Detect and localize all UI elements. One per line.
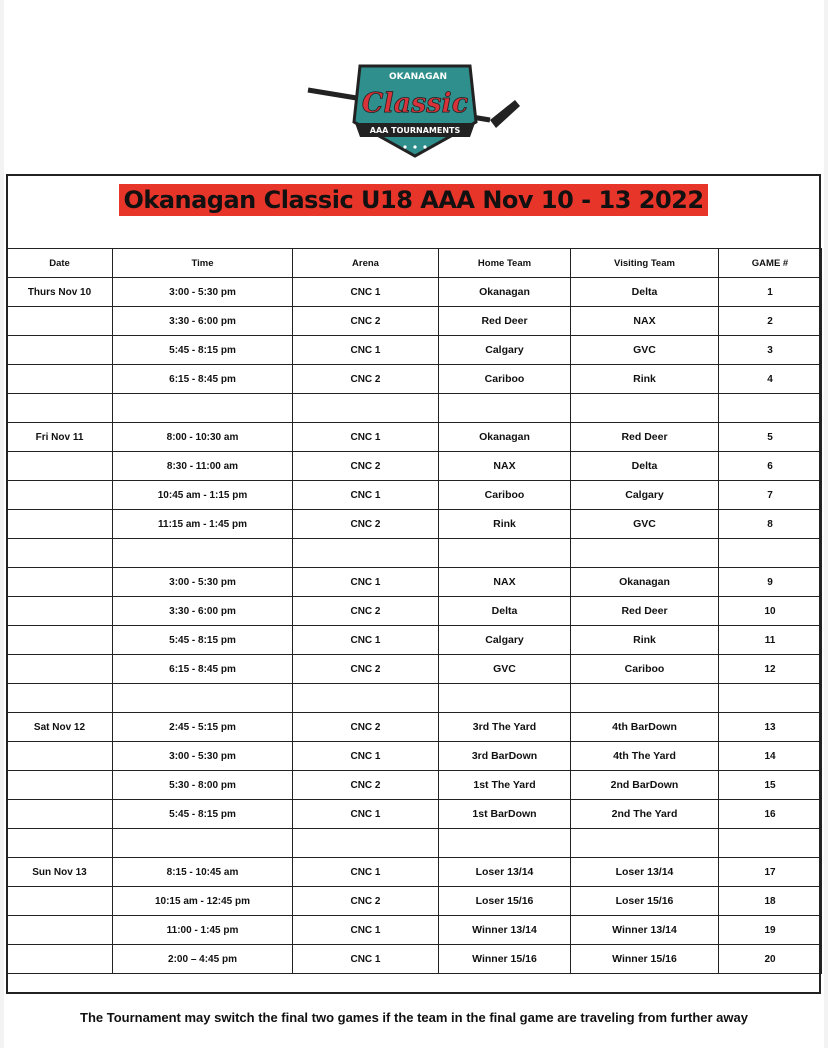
cell-arena: CNC 1 <box>293 626 439 655</box>
cell-date <box>7 945 113 974</box>
cell-game-number <box>719 394 822 423</box>
cell-home-team <box>439 394 571 423</box>
cell-visiting-team: Delta <box>571 278 719 307</box>
cell-game-number: 15 <box>719 771 822 800</box>
table-row <box>7 336 822 365</box>
cell-arena <box>293 684 439 713</box>
cell-game-number: 5 <box>719 423 822 452</box>
table-row <box>7 278 822 307</box>
cell-home-team <box>439 684 571 713</box>
cell-time: 5:45 - 8:15 pm <box>113 800 293 829</box>
cell-home-team: Loser 13/14 <box>439 858 571 887</box>
cell-game-number: 14 <box>719 742 822 771</box>
table-row <box>7 394 822 423</box>
cell-arena: CNC 2 <box>293 452 439 481</box>
cell-arena: CNC 2 <box>293 510 439 539</box>
cell-game-number: 12 <box>719 655 822 684</box>
cell-date <box>7 887 113 916</box>
logo-ribbon-text: AAA TOURNAMENTS <box>369 126 461 135</box>
cell-time: 8:30 - 11:00 am <box>113 452 293 481</box>
cell-time <box>113 829 293 858</box>
cell-game-number: 17 <box>719 858 822 887</box>
cell-time <box>113 684 293 713</box>
cell-arena: CNC 1 <box>293 423 439 452</box>
cell-time: 2:00 – 4:45 pm <box>113 945 293 974</box>
table-row <box>7 800 822 829</box>
cell-date <box>7 394 113 423</box>
cell-arena <box>293 539 439 568</box>
column-header-time: Time <box>113 249 293 278</box>
cell-time: 5:30 - 8:00 pm <box>113 771 293 800</box>
cell-home-team <box>439 539 571 568</box>
cell-game-number: 10 <box>719 597 822 626</box>
cell-visiting-team <box>571 684 719 713</box>
cell-home-team: Cariboo <box>439 481 571 510</box>
cell-arena: CNC 2 <box>293 307 439 336</box>
cell-home-team: Winner 15/16 <box>439 945 571 974</box>
cell-game-number: 9 <box>719 568 822 597</box>
header-row <box>7 249 822 278</box>
cell-date <box>7 568 113 597</box>
cell-game-number: 6 <box>719 452 822 481</box>
cell-date <box>7 771 113 800</box>
cell-visiting-team: NAX <box>571 307 719 336</box>
cell-home-team: Okanagan <box>439 423 571 452</box>
cell-visiting-team: Winner 13/14 <box>571 916 719 945</box>
cell-time: 5:45 - 8:15 pm <box>113 336 293 365</box>
cell-home-team: Calgary <box>439 626 571 655</box>
cell-date <box>7 510 113 539</box>
table-row <box>7 771 822 800</box>
cell-game-number: 7 <box>719 481 822 510</box>
cell-time: 3:00 - 5:30 pm <box>113 742 293 771</box>
cell-arena: CNC 1 <box>293 858 439 887</box>
cell-date <box>7 336 113 365</box>
cell-time: 3:00 - 5:30 pm <box>113 568 293 597</box>
cell-arena: CNC 2 <box>293 887 439 916</box>
cell-time: 3:30 - 6:00 pm <box>113 307 293 336</box>
cell-visiting-team: 4th BarDown <box>571 713 719 742</box>
cell-time: 10:15 am - 12:45 pm <box>113 887 293 916</box>
cell-time: 5:45 - 8:15 pm <box>113 626 293 655</box>
table-row <box>7 858 822 887</box>
table-row <box>7 655 822 684</box>
cell-visiting-team: Red Deer <box>571 423 719 452</box>
cell-visiting-team: GVC <box>571 336 719 365</box>
cell-game-number: 11 <box>719 626 822 655</box>
cell-visiting-team: GVC <box>571 510 719 539</box>
cell-date: Sun Nov 13 <box>7 858 113 887</box>
cell-date <box>7 626 113 655</box>
cell-time: 11:15 am - 1:45 pm <box>113 510 293 539</box>
cell-arena: CNC 2 <box>293 771 439 800</box>
cell-arena: CNC 1 <box>293 945 439 974</box>
cell-time: 3:00 - 5:30 pm <box>113 278 293 307</box>
schedule-frame <box>6 174 821 994</box>
cell-time: 3:30 - 6:00 pm <box>113 597 293 626</box>
cell-arena: CNC 2 <box>293 597 439 626</box>
cell-arena: CNC 1 <box>293 336 439 365</box>
column-header-home-team: Home Team <box>439 249 571 278</box>
cell-arena: CNC 1 <box>293 481 439 510</box>
cell-date <box>7 597 113 626</box>
cell-home-team: Loser 15/16 <box>439 887 571 916</box>
cell-visiting-team: Okanagan <box>571 568 719 597</box>
cell-visiting-team: Loser 15/16 <box>571 887 719 916</box>
cell-visiting-team: Calgary <box>571 481 719 510</box>
table-row <box>7 307 822 336</box>
table-row <box>7 568 822 597</box>
cell-arena: CNC 1 <box>293 278 439 307</box>
column-header-arena: Arena <box>293 249 439 278</box>
cell-date: Sat Nov 12 <box>7 713 113 742</box>
cell-date: Thurs Nov 10 <box>7 278 113 307</box>
cell-time: 6:15 - 8:45 pm <box>113 655 293 684</box>
cell-arena: CNC 1 <box>293 916 439 945</box>
cell-home-team: Red Deer <box>439 307 571 336</box>
cell-home-team: Okanagan <box>439 278 571 307</box>
cell-game-number: 4 <box>719 365 822 394</box>
cell-arena: CNC 2 <box>293 365 439 394</box>
cell-date <box>7 684 113 713</box>
cell-game-number: 18 <box>719 887 822 916</box>
table-row <box>7 829 822 858</box>
cell-arena: CNC 2 <box>293 713 439 742</box>
cell-visiting-team: 2nd BarDown <box>571 771 719 800</box>
cell-game-number <box>719 829 822 858</box>
column-header-date: Date <box>7 249 113 278</box>
cell-home-team: Calgary <box>439 336 571 365</box>
cell-home-team: 3rd The Yard <box>439 713 571 742</box>
cell-date <box>7 829 113 858</box>
cell-game-number: 13 <box>719 713 822 742</box>
cell-home-team: NAX <box>439 568 571 597</box>
cell-date <box>7 365 113 394</box>
cell-game-number: 2 <box>719 307 822 336</box>
cell-visiting-team: Delta <box>571 452 719 481</box>
logo-top-text: OKANAGAN <box>389 72 447 82</box>
cell-date <box>7 539 113 568</box>
cell-home-team: 1st BarDown <box>439 800 571 829</box>
cell-game-number: 1 <box>719 278 822 307</box>
cell-home-team: Rink <box>439 510 571 539</box>
cell-arena: CNC 1 <box>293 568 439 597</box>
cell-visiting-team <box>571 829 719 858</box>
table-row <box>7 365 822 394</box>
cell-date <box>7 452 113 481</box>
cell-time <box>113 394 293 423</box>
logo-main-text: Classic <box>361 88 469 119</box>
table-row <box>7 742 822 771</box>
footer-note: The Tournament may switch the final two games if the team in the final game are traveling from further away <box>80 1010 748 1025</box>
cell-home-team: Winner 13/14 <box>439 916 571 945</box>
cell-game-number: 20 <box>719 945 822 974</box>
cell-arena: CNC 2 <box>293 655 439 684</box>
cell-home-team: Delta <box>439 597 571 626</box>
table-row <box>7 887 822 916</box>
cell-arena: CNC 1 <box>293 742 439 771</box>
cell-time: 10:45 am - 1:15 pm <box>113 481 293 510</box>
cell-home-team <box>439 829 571 858</box>
table-row <box>7 481 822 510</box>
cell-home-team: 3rd BarDown <box>439 742 571 771</box>
table-row <box>7 713 822 742</box>
cell-home-team: GVC <box>439 655 571 684</box>
cell-date <box>7 307 113 336</box>
okanagan-classic-logo <box>300 60 530 160</box>
table-row <box>7 916 822 945</box>
cell-date <box>7 742 113 771</box>
cell-visiting-team: Rink <box>571 626 719 655</box>
table-row <box>7 423 822 452</box>
cell-time: 11:00 - 1:45 pm <box>113 916 293 945</box>
column-header-visiting-team: Visiting Team <box>571 249 719 278</box>
table-row <box>7 626 822 655</box>
table-row <box>7 510 822 539</box>
table-row <box>7 945 822 974</box>
cell-visiting-team: Red Deer <box>571 597 719 626</box>
cell-home-team: Cariboo <box>439 365 571 394</box>
cell-time: 8:15 - 10:45 am <box>113 858 293 887</box>
cell-game-number: 8 <box>719 510 822 539</box>
column-header-game-number: GAME # <box>719 249 822 278</box>
cell-date <box>7 655 113 684</box>
schedule-title: Okanagan Classic U18 AAA Nov 10 - 13 2022 <box>119 184 707 216</box>
cell-game-number: 16 <box>719 800 822 829</box>
cell-visiting-team: Winner 15/16 <box>571 945 719 974</box>
cell-date <box>7 916 113 945</box>
cell-visiting-team: Cariboo <box>571 655 719 684</box>
cell-visiting-team: 2nd The Yard <box>571 800 719 829</box>
cell-home-team: 1st The Yard <box>439 771 571 800</box>
cell-visiting-team <box>571 394 719 423</box>
cell-time: 6:15 - 8:45 pm <box>113 365 293 394</box>
cell-date: Fri Nov 11 <box>7 423 113 452</box>
table-row <box>7 684 822 713</box>
cell-arena: CNC 1 <box>293 800 439 829</box>
cell-time: 8:00 - 10:30 am <box>113 423 293 452</box>
cell-date <box>7 800 113 829</box>
schedule-table <box>6 248 822 974</box>
cell-visiting-team: Loser 13/14 <box>571 858 719 887</box>
cell-visiting-team: Rink <box>571 365 719 394</box>
cell-arena <box>293 829 439 858</box>
table-row <box>7 539 822 568</box>
table-row <box>7 452 822 481</box>
cell-game-number: 19 <box>719 916 822 945</box>
cell-time: 2:45 - 5:15 pm <box>113 713 293 742</box>
cell-time <box>113 539 293 568</box>
cell-game-number <box>719 684 822 713</box>
cell-visiting-team <box>571 539 719 568</box>
cell-home-team: NAX <box>439 452 571 481</box>
cell-date <box>7 481 113 510</box>
table-row <box>7 597 822 626</box>
cell-visiting-team: 4th The Yard <box>571 742 719 771</box>
cell-game-number: 3 <box>719 336 822 365</box>
cell-arena <box>293 394 439 423</box>
cell-game-number <box>719 539 822 568</box>
